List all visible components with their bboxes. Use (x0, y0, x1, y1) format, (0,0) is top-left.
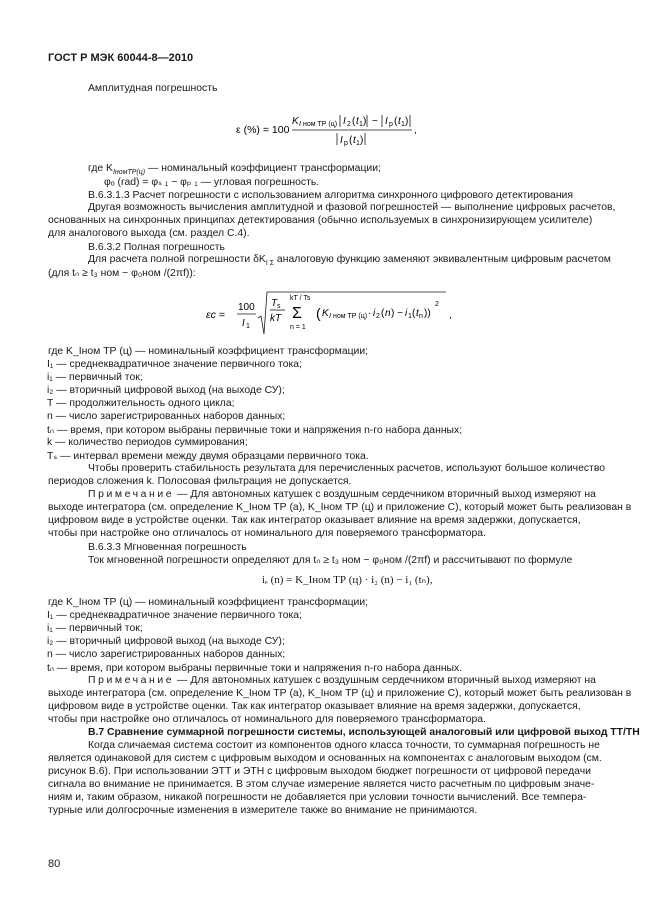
svg-text:2: 2 (376, 313, 380, 320)
def3-0: где K_Iном ТР (ц) — номинальный коэффициент трансформации; (48, 597, 369, 608)
svg-text:n: n (419, 313, 423, 320)
p1-line-1: Другая возможность вычисления амплитудной и фазовой погрешностей — выполнение цифровых расчетов, (88, 202, 616, 213)
svg-text:(: ( (316, 305, 321, 321)
svg-text:)): )) (424, 308, 431, 319)
svg-text:I: I (299, 121, 301, 128)
eq2-lhs: εc = (206, 309, 225, 321)
p5-line-3: рисунок В.6). При использовании ЭТТ и ЭТН с цифровым выходом бюджет погрешности от цифровой передачи (48, 766, 591, 777)
p5-line-1: Когда сличаемая система состоит из компонентов одного класса точности, то суммарная погрешность не (88, 740, 600, 751)
svg-text:100: 100 (238, 302, 255, 313)
svg-text:(: ( (394, 116, 398, 127)
svg-text:,: , (449, 310, 452, 321)
def3-3: i₂ — вторичный цифровой выход (на выходе СУ); (47, 636, 285, 647)
note1-line-3: цифровом виде в устройстве оценки. Так как интегратор оказывает влияние на время задержки, допускается, (48, 515, 581, 526)
svg-text:t: t (353, 135, 356, 146)
svg-text:(: ( (349, 135, 353, 146)
total-error-formula (206, 288, 456, 340)
svg-text:I: I (343, 116, 346, 127)
note2-line-4: чтобы при настройке оно отличалось от номинального для поверяемого трансформатора. (48, 714, 486, 725)
def2-3: i₂ — вторичный цифровой выход (на выходе СУ); (47, 385, 285, 396)
svg-text:1: 1 (408, 313, 412, 320)
svg-text:n = 1: n = 1 (290, 324, 306, 331)
p3-line-1: Чтобы проверить стабильность результата для перечисленных расчетов, используют большое количество (88, 463, 605, 474)
svg-text:K: K (292, 116, 299, 127)
def3-4: n — число зарегистрированных наборов данных; (47, 649, 286, 660)
amplitude-error-title: Амплитудная погрешность (88, 83, 218, 94)
def2-7: k — количество периодов суммирования; (47, 437, 248, 448)
svg-text:p: p (389, 121, 393, 128)
where-nominal-ratio: где $K_{IномТР(ц)}$ — номинальный коэффициент трансформации; (88, 163, 381, 177)
def2-1: I₁ — среднеквадратичное значение первичного тока; (47, 359, 302, 370)
svg-text:(: ( (412, 308, 416, 319)
p2-line-1: Для расчета полной погрешности $\delta K_{I \Sigma}$ аналоговую функцию заменяют эквивалентным цифровым расчетом (88, 254, 611, 268)
svg-text:t: t (416, 308, 419, 319)
eq1-lhs: ε (%) = 100 (236, 124, 290, 136)
page-number: 80 (48, 858, 61, 870)
p2-line-2: (для tₙ ≥ t₃ ном − φ₀ном /(2πf)): (48, 268, 196, 279)
svg-text:ном ТР (ц): ном ТР (ц) (333, 313, 368, 320)
def2-6: tₙ — время, при котором выбраны первичные токи и напряжения n-го набора данных; (47, 425, 463, 436)
heading-b6313: В.6.3.1.3 Расчет погрешности с использованием алгоритма синхронного цифрового детектирования (88, 190, 573, 201)
svg-text:1: 1 (356, 140, 360, 147)
svg-text:−: − (372, 116, 378, 127)
svg-text:p: p (344, 140, 348, 147)
def2-5: n — число зарегистрированных наборов данных; (47, 411, 286, 422)
svg-text:) −: ) − (391, 308, 403, 319)
note1-line-2: выходе интегратора (см. определение K_Iном ТР (а), K_Iном ТР (ц) и приложение С), который может быть реализован в (48, 502, 632, 513)
svg-text:kT / Ts: kT / Ts (290, 295, 311, 302)
p3-line-2: периодов сложения k. Полосовая фильтрация не допускается. (48, 476, 352, 487)
note1-line-4: чтобы при настройке оно отличалось от номинального для поверяемого трансформатора. (48, 528, 486, 539)
svg-text:Σ: Σ (292, 305, 302, 322)
amplitude-error-formula (236, 112, 456, 148)
svg-text:K: K (322, 308, 329, 319)
note2-line-2: выходе интегратора (см. определение K_Iном ТР (а), K_Iном ТР (ц) и приложение С), который может быть реализован в (48, 688, 632, 699)
heading-b632: В.6.3.2 Полная погрешность (88, 242, 225, 253)
phase-error-line: φₒ (rad) = φₛ ₁ − φₚ ₁ — угловая погрешность. (104, 177, 320, 188)
svg-text:n: n (385, 308, 391, 319)
p1-line-2: основанных на синхронных принципах детектирования (обычно используемых в синхронизирующем усилителе) (48, 215, 593, 226)
def3-2: i₁ — первичный ток; (47, 623, 143, 634)
svg-text:(: ( (352, 116, 356, 127)
svg-text:T: T (271, 298, 278, 309)
svg-text:(: ( (381, 308, 385, 319)
svg-text:1: 1 (246, 323, 250, 330)
document-header: ГОСТ Р МЭК 60044-8—2010 (48, 52, 194, 64)
svg-text:): ) (363, 116, 367, 127)
svg-text:kT: kT (270, 313, 282, 324)
note1-line-1: Примечание — Для автономных катушек с воздушным сердечником вторичный выход измеряют на (88, 489, 596, 500)
svg-text:): ) (360, 135, 364, 146)
svg-text:t: t (398, 116, 401, 127)
svg-text:): ) (405, 116, 409, 127)
p5-line-5: ниям и, таким образом, никакой погрешности не добавляется при условии точности вычислений. Все темпера- (48, 792, 587, 803)
p5-line-6: турные или долгосрочные изменения в измерителе также во внимание не принимаются. (48, 805, 478, 816)
svg-text:i: i (373, 308, 376, 319)
svg-text:·: · (368, 308, 372, 319)
def3-1: I₁ — среднеквадратичное значение первичного тока; (47, 610, 302, 621)
p1-line-3: для аналогового выхода (см. раздел С.4). (48, 228, 250, 239)
svg-text:ном ТР (ц): ном ТР (ц) (303, 121, 338, 128)
heading-b633: В.6.3.3 Мгновенная погрешность (88, 542, 247, 553)
svg-text:s: s (277, 303, 281, 310)
def3-5: tₙ — время, при котором выбраны первичные токи и напряжения n-го набора данных. (47, 663, 463, 674)
svg-text:t: t (356, 116, 359, 127)
svg-text:2: 2 (347, 121, 351, 128)
p5-line-2: является одинаковой для систем с цифровым выходом и основанных на компонентах с аналоговым выходом (см. (48, 753, 602, 764)
svg-text:1: 1 (359, 121, 363, 128)
def2-4: T — продолжительность одного цикла; (47, 398, 235, 409)
svg-text:,: , (414, 125, 417, 136)
svg-text:I: I (385, 116, 388, 127)
svg-text:I: I (329, 313, 331, 320)
svg-text:2: 2 (435, 301, 439, 308)
def2-8: Tₛ — интервал времени между двумя образцами первичного тока. (47, 451, 369, 462)
def2-0: где K_Iном ТР (ц) — номинальный коэффициент трансформации; (48, 346, 369, 357)
svg-text:i: i (405, 308, 408, 319)
note2-line-3: цифровом виде в устройстве оценки. Так как интегратор оказывает влияние на время задержки, допускается, (48, 701, 581, 712)
note2-line-1: Примечание — Для автономных катушек с воздушным сердечником вторичный выход измеряют на (88, 675, 596, 686)
svg-text:1: 1 (401, 121, 405, 128)
svg-text:I: I (340, 135, 343, 146)
heading-b7: В.7 Сравнение суммарной погрешности системы, использующей аналоговый или цифровой выход ТТ/ТН (88, 727, 640, 738)
svg-text:I: I (242, 318, 245, 329)
instant-error-formula: iₑ (n) = K_Iном ТР (ц) · i₂ (n) − i₁ (tₙ), (262, 574, 433, 586)
p4: Ток мгновенной погрешности определяют для tₙ ≥ t₃ ном − φ₀ном /(2πf) и рассчитывают по формуле (88, 555, 573, 566)
p5-line-4: сигнала во внимание не принимается. В этом случае измерение является чисто расчетным по цифровым значе- (48, 779, 595, 790)
def2-2: i₁ — первичный ток; (47, 372, 143, 383)
